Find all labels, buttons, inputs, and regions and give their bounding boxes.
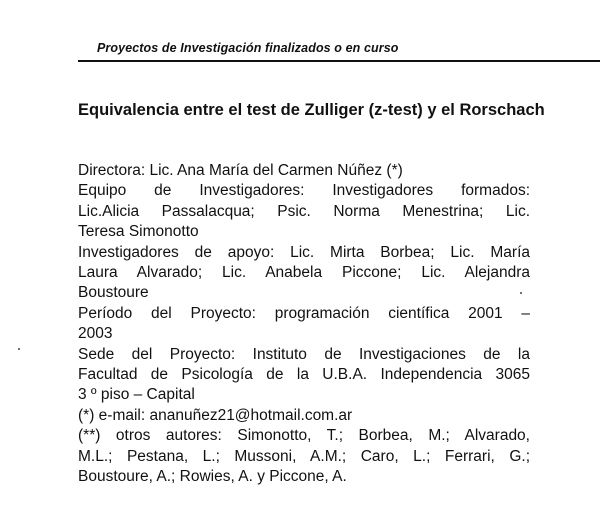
team-line: Lic.Alicia Passalacqua; Psic. Norma Menestrina; Lic. [78, 202, 530, 220]
support-team-line: Investigadores de apoyo: Lic. Mirta Borbea; Lic. María [78, 243, 530, 261]
article-title: Equivalencia entre el test de Zulliger (z-test) y el Rorschach [78, 101, 545, 119]
location-line: Facultad de Psicología de la U.B.A. Independencia 3065 [78, 366, 530, 384]
period-line: Período del Proyecto: programación científica 2001 – [78, 304, 530, 322]
location-line: 3 º piso – Capital [78, 386, 195, 404]
director-line: Directora: Lic. Ana María del Carmen Núñez (*) [78, 162, 403, 179]
project-details [78, 161, 530, 488]
scan-speck [18, 348, 20, 350]
location-line: Sede del Proyecto: Instituto de Investigaciones de la [78, 345, 530, 363]
header-rule [78, 60, 600, 62]
other-authors-line: M.L.; Pestana, L.; Mussoni, A.M.; Caro, L.; Ferrari, G.; [78, 447, 530, 465]
scan-speck [520, 292, 522, 294]
other-authors-line: Boustoure, A.; Rowies, A. y Piccone, A. [78, 468, 347, 486]
team-line: Equipo de Investigadores: Investigadores formados: [78, 182, 530, 200]
support-team-line: Boustoure [78, 284, 149, 302]
team-line: Teresa Simonotto [78, 223, 199, 241]
email-footnote: (*) e-mail: ananuñez21@hotmail.com.ar [78, 406, 353, 424]
period-line: 2003 [78, 325, 113, 343]
other-authors-line: (**) otros autores: Simonotto, T.; Borbea, M.; Alvarado, [78, 427, 530, 445]
support-team-line: Laura Alvarado; Lic. Anabela Piccone; Lic. Alejandra [78, 264, 530, 282]
running-header: Proyectos de Investigación finalizados o en curso [97, 41, 399, 55]
